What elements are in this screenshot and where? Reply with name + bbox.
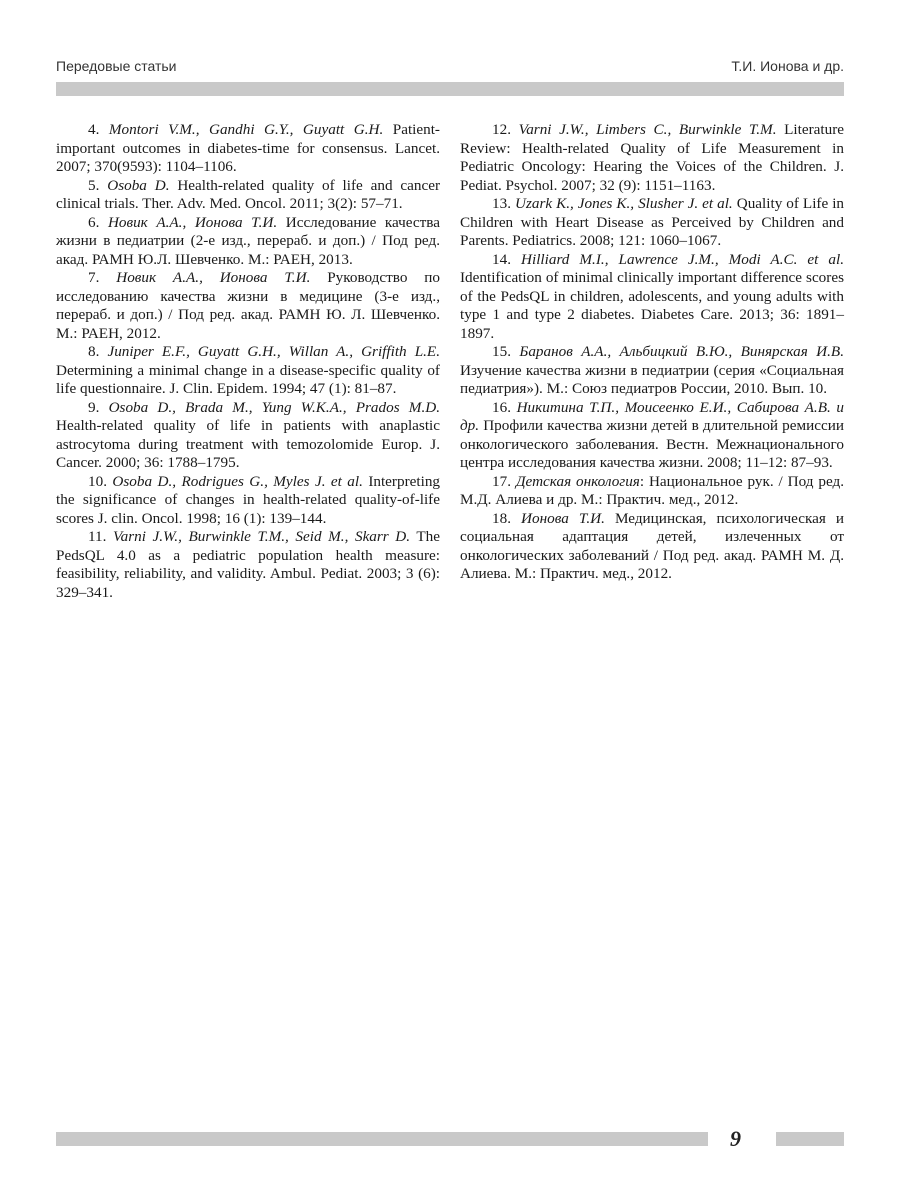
footer-rule xyxy=(56,1132,708,1146)
reference-item: 12. Varni J.W., Limbers C., Burwinkle T.M. Literature Review: Health-related Quality of Life Measurement in Pediatric Oncology: Hearing the Voices of the Children. J. Pediat. Psychol. 2007; 32 (9): 1151–1163. xyxy=(460,121,845,194)
reference-item: 16. Никитина Т.П., Моисеенко Е.И., Сабирова А.В. и др. Профили качества жизни детей в длительной ремиссии онкологического заболевания. Вестн. Межнационального центра исследования качества жизни. 2008; 11–12: 87–93. xyxy=(460,398,845,471)
references-column-left xyxy=(56,121,440,602)
reference-item: 17. Детская онкология: Национальное рук. / Под ред. М.Д. Алиева и др. М.: Практич. мед., 2012. xyxy=(460,472,845,508)
reference-item: 6. Новик А.А., Ионова Т.И. Исследование качества жизни в педиатрии (2-е изд., перераб. и доп.) / Под ред. акад. РАМН Ю.Л. Шевченко. М.: РАЕН, 2013. xyxy=(56,213,441,268)
header-rule xyxy=(56,82,844,96)
reference-item: 13. Uzark K., Jones K., Slusher J. et al. Quality of Life in Children with Heart Disease as Perceived by Children and Parents. Pediatrics. 2008; 121: 1060–1067. xyxy=(460,195,845,249)
reference-item: 9. Osoba D., Brada M., Yung W.K.A., Prados M.D. Health-related quality of life in patients with anaplastic astrocytoma during treatment with temozolomide Europ. J. Cancer. 2000; 36: 1788–1795. xyxy=(56,398,441,471)
references-column-right xyxy=(460,121,844,584)
reference-item: 4. Montori V.M., Gandhi G.Y., Guyatt G.H. Patient-important outcomes in diabetes-time for consensus. Lancet. 2007; 370(9593): 1104–1106. xyxy=(56,121,440,175)
reference-item: 7. Новик А.А., Ионова Т.И. Руководство по исследованию качества жизни в медицине (3-е изд., перераб. и доп.) / Под ред. акад. РАМН Ю. Л. Шевченко. М.: РАЕН, 2012. xyxy=(56,269,441,342)
reference-item: 8. Juniper E.F., Guyatt G.H., Willan A., Griffith L.E. Determining a minimal change in a disease-specific quality of life questionnaire. J. Clin. Epidem. 1994; 47 (1): 81–87. xyxy=(56,343,441,397)
reference-item: 5. Osoba D. Health-related quality of life and cancer clinical trials. Ther. Adv. Med. Oncol. 2011; 3(2): 57–71. xyxy=(56,176,441,212)
section-title: Передовые статьи xyxy=(56,58,177,74)
reference-item: 10. Osoba D., Rodrigues G., Myles J. et al. Interpreting the significance of changes in health-related quality-of-life scores J. clin. Oncol. 1998; 16 (1): 139–144. xyxy=(56,472,441,527)
running-authors: Т.И. Ионова и др. xyxy=(731,58,844,74)
reference-item: 15. Баранов А.А., Альбицкий В.Ю., Винярская И.В. Изучение качества жизни в педиатрии (серия «Социальная педиатрия»). М.: Союз педиатров России, 2010. Вып. 10. xyxy=(460,343,844,397)
reference-item: 14. Hilliard M.I., Lawrence J.M., Modi A.C. et al. Identification of minimal clinically important difference scores of the PedsQL in children, adolescents, and young adults with type 1 and type 2 diabetes. Diabetes Care. 2013; 36: 1891–1897. xyxy=(460,250,845,342)
footer-rule-right xyxy=(776,1132,844,1146)
reference-item: 18. Ионова Т.И. Медицинская, психологическая и социальная адаптация детей, излеченных от онкологических заболеваний / Под ред. акад. РАМН М. Д. Алиева. М.: Практич. мед., 2012. xyxy=(460,509,845,582)
reference-item: 11. Varni J.W., Burwinkle T.M., Seid M., Skarr D. The PedsQL 4.0 as a pediatric population health measure: feasibility, reliability, and validity. Ambul. Pediat. 2003; 3 (6): 329–341. xyxy=(56,528,441,601)
page-number: 9 xyxy=(730,1126,741,1151)
